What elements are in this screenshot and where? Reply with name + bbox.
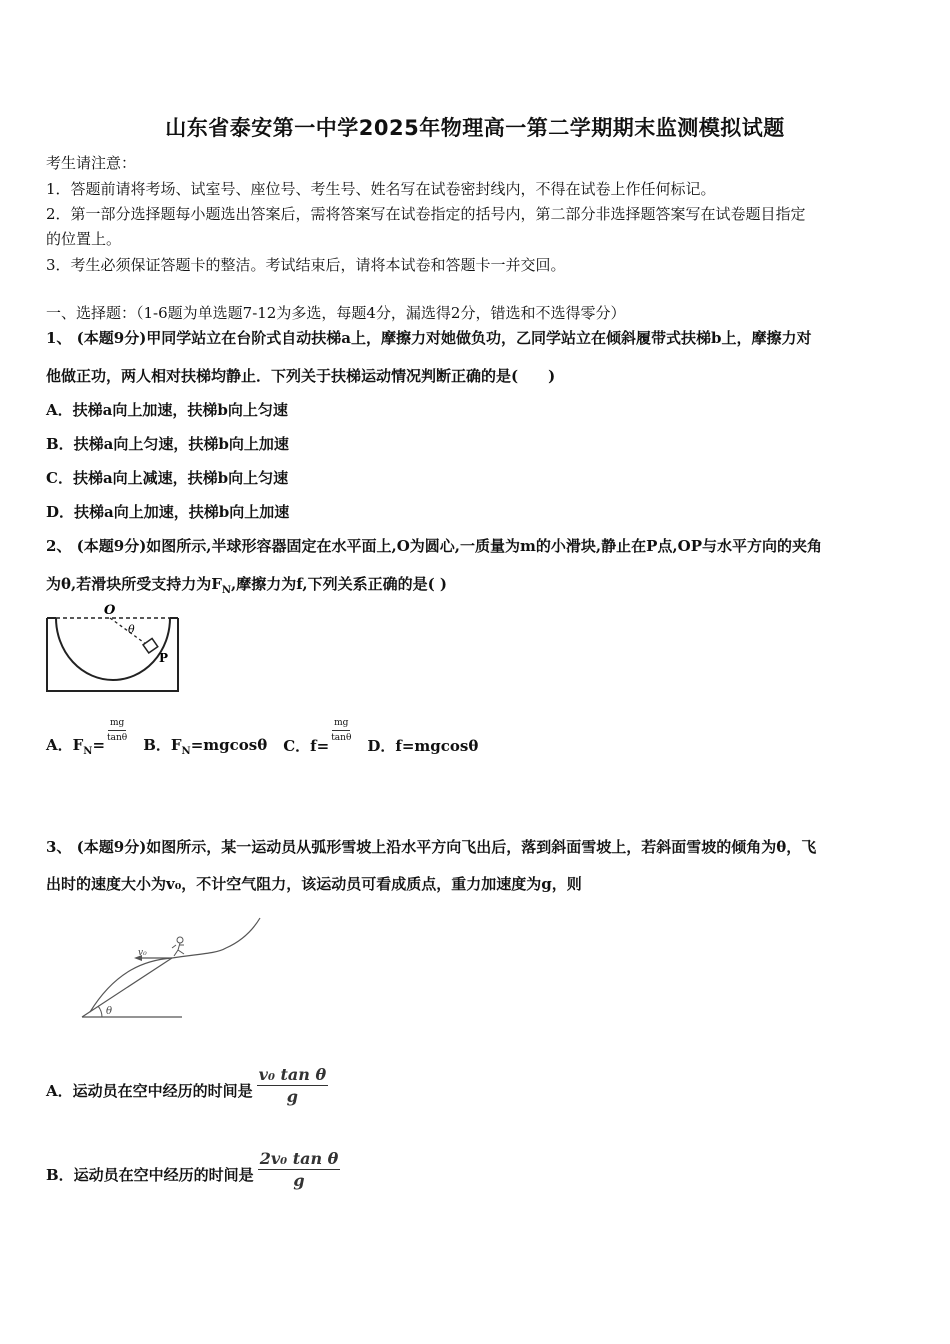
q1-option-d: D．扶梯a向上加速，扶梯b向上加速 — [46, 503, 290, 521]
q1-stem-line2: 他做正功，两人相对扶梯均静止．下列关于扶梯运动情况判断正确的是( ) — [46, 367, 556, 385]
fig-label-o: O — [104, 603, 116, 618]
ski-jump-figure — [76, 914, 266, 1026]
q2-stem-line2: 为θ,若滑块所受支持力为$F_N$,摩擦力为f,下列关系正确的是( ) — [46, 575, 448, 596]
q1-option-c: C．扶梯a向上减速，扶梯b向上匀速 — [46, 469, 289, 487]
q2-option-c-fraction: $\frac{mg}{\tan\theta}$ — [331, 718, 352, 743]
q3-option-b-fraction: $\frac{\text{2v₀ tan θ}}{g}$ — [259, 1149, 339, 1190]
q2-option-d: D．f=mgcosθ — [367, 736, 479, 755]
notice-item: 1．答题前请将考场、试室号、座位号、考生号、姓名写在试卷密封线内，不得在试卷上作任何标记。 — [46, 180, 716, 198]
notice-item: 3．考生必须保证答题卡的整洁。考试结束后，请将本试卷和答题卡一并交回。 — [46, 256, 566, 274]
section-heading: 一、选择题：（1-6题为单选题7-12为多选，每题4分，漏选得2分，错选和不选得零分） — [46, 304, 626, 322]
q2-stem-line1: 2、 (本题9分)如图所示,半球形容器固定在水平面上,O为圆心,一质量为m的小滑块,静止在P点,OP与水平方向的夹角 — [46, 537, 822, 555]
fig-label-theta: θ — [106, 1006, 113, 1017]
q3-stem-line1: 3、 (本题9分)如图所示，某一运动员从弧形雪坡上沿水平方向飞出后，落到斜面雪坡上，若斜面雪坡的倾角为θ，飞 — [46, 838, 817, 856]
q2-option-b: B．$F_N=mgcos\theta$ — [143, 735, 268, 757]
page-title: 山东省泰安第一中学2025年物理高一第二学期期末监测模拟试题 — [165, 116, 785, 140]
q1-option-b: B．扶梯a向上匀速，扶梯b向上加速 — [46, 435, 289, 453]
fig-label-v0: v₀ — [138, 948, 147, 958]
q3-stem-line2: 出时的速度大小为v₀，不计空气阻力，该运动员可看成质点，重力加速度为g，则 — [46, 875, 582, 893]
q2-option-a-fraction: $\frac{mg}{\tan\theta}$ — [107, 718, 128, 743]
notice-item: 2．第一部分选择题每小题选出答案后，需将答案写在试卷指定的括号内，第二部分非选择题答案写在试卷题目指定 — [46, 205, 806, 223]
q3-option-a: A．运动员在空中经历的时间是 $\frac{\text{v₀ tan θ}}{g}$ — [46, 1065, 327, 1106]
notice-item: 的位置上。 — [46, 230, 122, 248]
q2-option-c: C．f= — [283, 736, 330, 755]
notice-heading: 考生请注意： — [46, 154, 137, 172]
q2-options — [46, 720, 478, 770]
q1-option-a: A．扶梯a向上加速，扶梯b向上匀速 — [46, 401, 288, 419]
fig-label-p: P — [159, 651, 169, 665]
hemisphere-container-figure — [44, 600, 184, 696]
q1-stem-line1: 1、 (本题9分)甲同学站立在台阶式自动扶梯a上，摩擦力对她做负功，乙同学站立在倾斜履带式扶梯b上，摩擦力对 — [46, 329, 812, 347]
q3-option-a-fraction: $\frac{\text{v₀ tan θ}}{g}$ — [258, 1065, 327, 1106]
fig-label-theta: θ — [128, 623, 135, 636]
q2-option-a: A．$F_N=$ — [46, 735, 106, 757]
q3-option-b: B．运动员在空中经历的时间是 $\frac{\text{2v₀ tan θ}}{g}$ — [46, 1149, 339, 1190]
